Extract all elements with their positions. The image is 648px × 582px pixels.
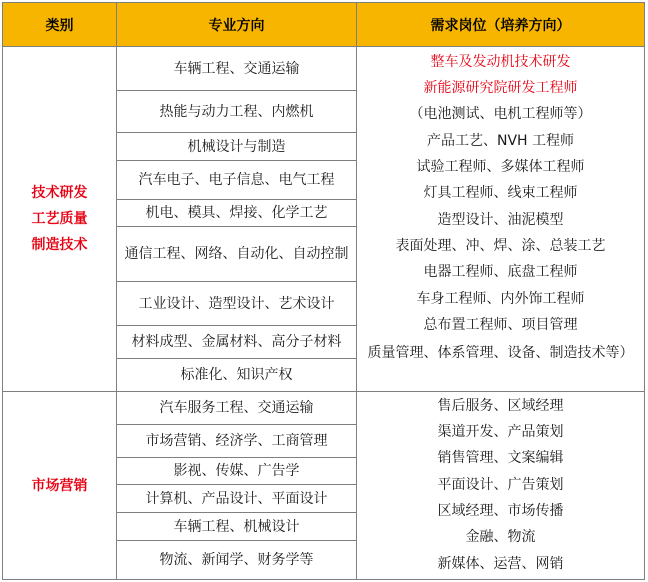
job-item: 区域经理、市场传播 [437,503,564,519]
major-cell: 影视、传媒、广告学 [173,463,300,479]
job-item: 金融、物流 [465,529,536,545]
job-item: 新媒体、运营、网销 [437,556,564,572]
job-item: 平面设计、广告策划 [437,477,564,493]
major-cell: 通信工程、网络、自动化、自动控制 [124,246,349,262]
major-cell: 材料成型、金属材料、高分子材料 [131,334,342,350]
job-item: 总布置工程师、项目管理 [423,317,578,333]
major-cell: 车辆工程、机械设计 [173,518,300,535]
major-cell: 标准化、知识产权 [180,367,293,383]
job-item: 电器工程师、底盘工程师 [423,264,578,280]
major-cell: 市场营销、经济学、工商管理 [145,433,328,449]
jobs-list-marketing [357,395,644,579]
job-item: 造型设计、油泥模型 [437,212,564,228]
job-item: 渠道开发、产品策划 [437,424,564,440]
major-cell: 汽车电子、电子信息、电气工程 [138,172,335,188]
job-item: 灯具工程师、线束工程师 [423,185,578,201]
header-major: 专业方向 [117,3,356,46]
major-cell: 热能与动力工程、内燃机 [159,103,314,120]
job-item: 质量管理、体系管理、设备、制造技术等） [367,345,634,361]
jobs-list-tech [357,51,644,366]
job-item: 销售管理、文案编辑 [437,450,564,466]
major-cell: 机械设计与制造 [187,138,286,155]
job-item: 新能源研究院研发工程师 [423,80,578,96]
category-tech: 技术研发 工艺质量 制造技术 [31,185,88,253]
job-item: （电池测试、电机工程师等） [409,106,592,122]
major-cell: 汽车服务工程、交通运输 [159,400,314,416]
major-cell: 工业设计、造型设计、艺术设计 [138,295,335,312]
job-item: 售后服务、区域经理 [437,398,564,414]
job-item: 整车及发动机技术研发 [430,54,571,70]
job-item: 车身工程师、内外饰工程师 [416,291,585,307]
major-cell: 车辆工程、交通运输 [173,60,300,77]
header-job: 需求岗位（培养方向） [357,3,644,46]
header-category: 类别 [3,3,116,46]
recruitment-table [2,2,645,580]
major-cell: 物流、新闻学、财务学等 [159,552,314,568]
major-cell: 计算机、产品设计、平面设计 [145,490,328,507]
job-item: 试验工程师、多媒体工程师 [416,159,585,175]
job-item: 表面处理、冲、焊、涂、总装工艺 [395,238,606,254]
category-marketing: 市场营销 [31,477,88,494]
major-cell: 机电、模具、焊接、化学工艺 [145,205,328,221]
job-item: 产品工艺、NVH 工程师 [426,133,575,149]
